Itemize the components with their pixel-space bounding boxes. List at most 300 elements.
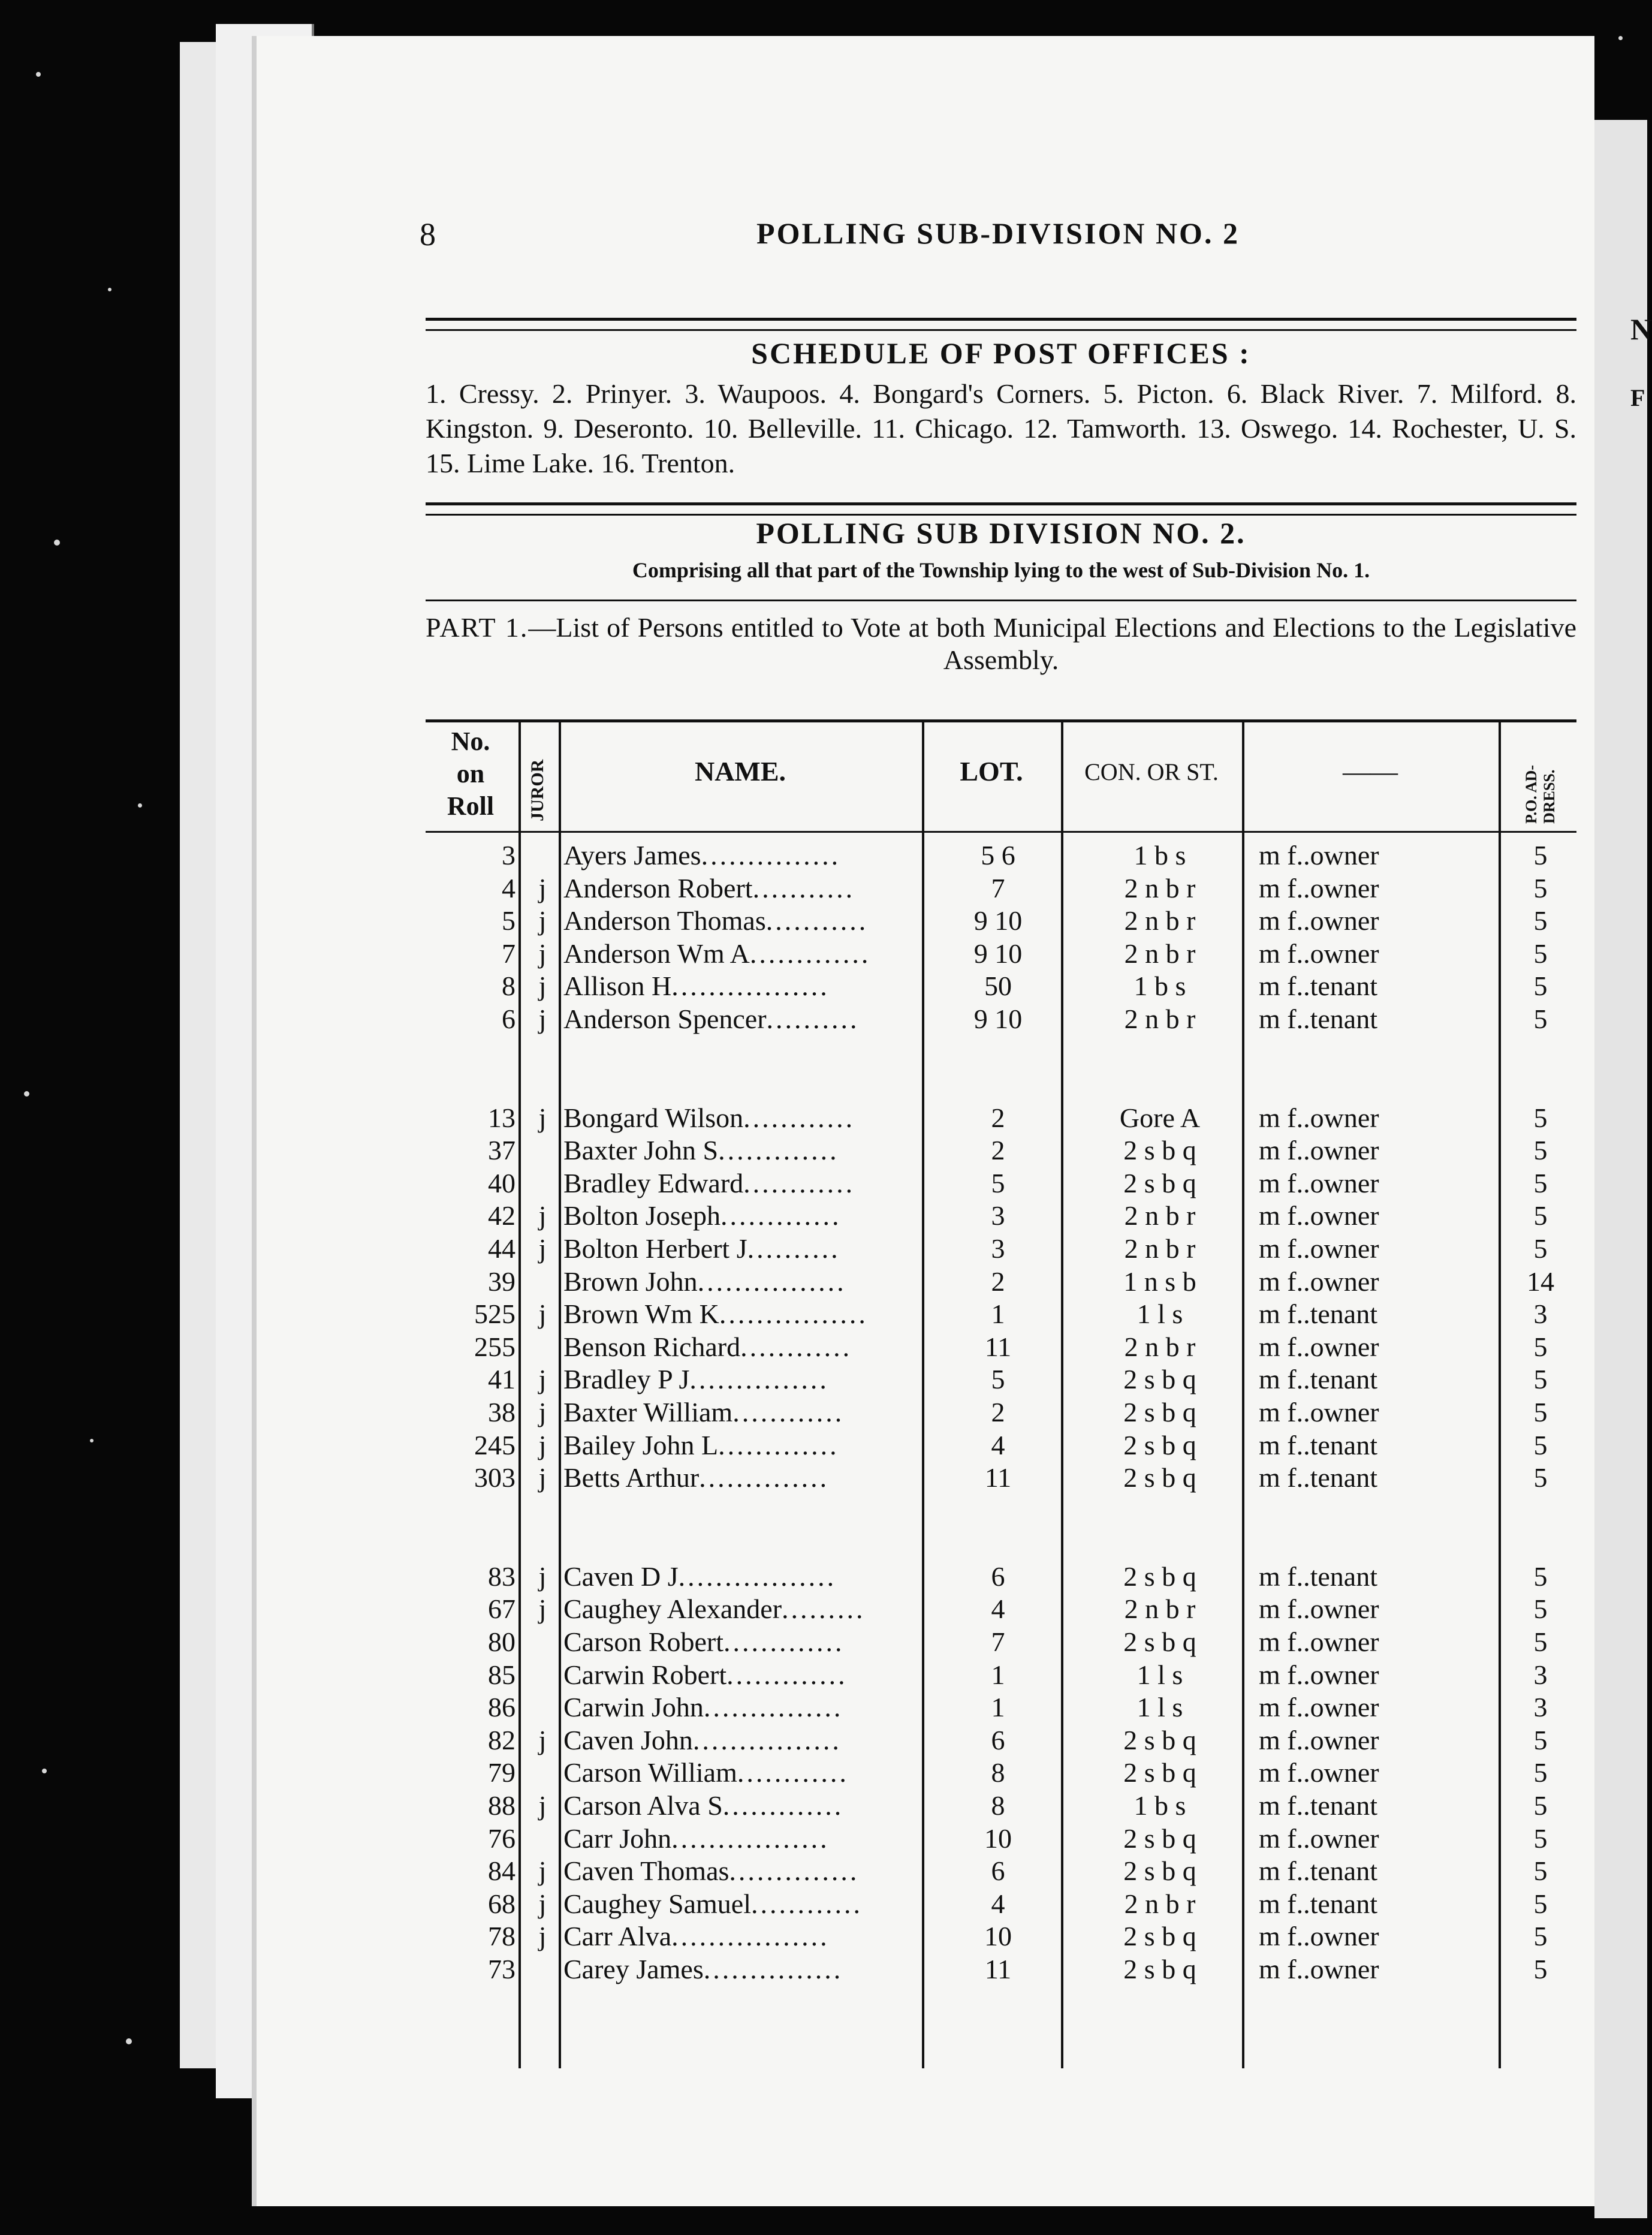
name-cell (563, 938, 923, 970)
name-text: Brown John (563, 1266, 698, 1297)
leader-dots: ............. (718, 1135, 839, 1166)
roll-number-cell: 41 (488, 1364, 516, 1395)
qualification-cell: m f..owner (1259, 1823, 1379, 1854)
name-cell (563, 1266, 923, 1298)
qualification-cell: m f..owner (1259, 1626, 1379, 1657)
roll-number-cell: 6 (502, 1004, 516, 1034)
roll-number-cell: 82 (488, 1724, 516, 1755)
qualification-cell: m f..tenant (1259, 1790, 1377, 1821)
concession-cell: 2 n b r (1124, 872, 1196, 903)
lot-cell: 3 (991, 1200, 1005, 1231)
leader-dots: ................. (671, 971, 830, 1002)
concession-cell: 2 s b q (1123, 1724, 1196, 1755)
running-head: POLLING SUB-DIVISION NO. 2 (756, 216, 1240, 250)
table-row (426, 1659, 1576, 1691)
po-address-cell: 5 (1533, 1921, 1548, 1952)
leader-dots: ............. (723, 1626, 845, 1657)
lot-cell: 9 10 (973, 938, 1023, 969)
lot-cell: 7 (991, 1626, 1005, 1657)
qualification-cell: m f..owner (1259, 938, 1379, 969)
roll-number-cell: 78 (488, 1921, 516, 1952)
table-row (426, 1396, 1576, 1429)
name-cell (563, 1298, 923, 1330)
roll-number-cell: 85 (488, 1659, 516, 1690)
lot-cell: 9 10 (973, 1004, 1023, 1034)
juror-cell: j (538, 971, 547, 1002)
adjacent-page-fragment: N (1630, 312, 1652, 346)
leader-dots: .............. (699, 1462, 830, 1493)
po-address-cell: 5 (1533, 1594, 1548, 1625)
table-row (426, 1626, 1576, 1658)
concession-cell: 2 s b q (1123, 1364, 1196, 1395)
concession-cell: 1 l s (1136, 1692, 1183, 1723)
name-text: Bongard Wilson (563, 1102, 744, 1133)
roll-number-cell: 68 (488, 1888, 516, 1919)
leader-dots: ............. (749, 938, 871, 969)
part-heading (426, 612, 1576, 676)
lot-cell: 2 (991, 1135, 1005, 1166)
table-row (426, 1593, 1576, 1625)
name-cell (563, 1200, 923, 1232)
leader-dots: .............. (729, 1856, 860, 1887)
name-cell (563, 1331, 923, 1363)
concession-cell: 2 n b r (1124, 1331, 1196, 1362)
roll-number-cell: 86 (488, 1692, 516, 1723)
po-address-cell: 5 (1533, 1135, 1548, 1166)
concession-cell: 2 n b r (1124, 1594, 1196, 1625)
name-text: Carey James (563, 1954, 704, 1984)
concession-cell: 1 n s b (1123, 1266, 1196, 1297)
lot-cell: 4 (991, 1888, 1005, 1919)
leader-dots: ............... (701, 840, 841, 870)
name-cell (563, 1134, 923, 1167)
lot-cell: 4 (991, 1429, 1005, 1460)
po-address-cell: 5 (1533, 872, 1548, 903)
lot-cell: 11 (984, 1462, 1012, 1493)
po-address-cell: 5 (1533, 1888, 1548, 1919)
name-cell (563, 1102, 923, 1134)
name-cell (563, 872, 923, 905)
name-text: Caven D J (563, 1561, 679, 1592)
leader-dots: ................. (671, 1823, 830, 1854)
po-address-cell: 5 (1533, 905, 1548, 936)
leader-dots: ............ (740, 1331, 852, 1362)
table-row (426, 1167, 1576, 1200)
juror-cell: j (538, 1724, 547, 1755)
name-cell (563, 1724, 923, 1757)
lot-cell: 1 (991, 1692, 1005, 1723)
qualification-cell: m f..tenant (1259, 1888, 1377, 1919)
roll-number-cell: 76 (488, 1823, 516, 1854)
qualification-cell: m f..owner (1259, 1921, 1379, 1952)
po-address-cell: 5 (1533, 1954, 1548, 1984)
name-text: Carr John (563, 1823, 672, 1854)
name-text: Benson Richard (563, 1331, 741, 1362)
qualification-cell: m f..owner (1259, 1233, 1379, 1264)
roll-number-cell: 84 (488, 1856, 516, 1887)
divider (426, 318, 1576, 331)
leader-dots: ............... (703, 1954, 843, 1984)
table-header-rule (426, 831, 1576, 833)
lot-cell: 3 (991, 1233, 1005, 1264)
subdivision-subtitle: Comprising all that part of the Township lying to the west of Sub-Division No. 1. (632, 558, 1370, 582)
roll-number-cell: 525 (474, 1299, 516, 1330)
lot-cell: 8 (991, 1757, 1005, 1788)
po-address-cell: 5 (1533, 971, 1548, 1002)
name-text: Bolton Joseph (563, 1200, 721, 1231)
roll-number-cell: 88 (488, 1790, 516, 1821)
juror-cell: j (538, 1856, 547, 1887)
leader-dots: .......... (747, 1233, 840, 1264)
name-text: Anderson Spencer (563, 1004, 767, 1034)
name-cell (563, 1953, 923, 1986)
table-row (426, 1331, 1576, 1363)
juror-cell: j (538, 938, 547, 969)
leader-dots: ........... (765, 905, 869, 936)
concession-cell: 1 l s (1136, 1299, 1183, 1330)
concession-cell: 2 s b q (1123, 1167, 1196, 1198)
juror-cell: j (538, 1397, 547, 1427)
table-row (426, 1953, 1576, 1986)
name-text: Brown Wm K (563, 1299, 719, 1330)
table-row (426, 1920, 1576, 1953)
juror-cell: j (538, 905, 547, 936)
lot-cell: 6 (991, 1856, 1005, 1887)
juror-cell: j (538, 1790, 547, 1821)
leader-dots: ............. (726, 1659, 848, 1690)
name-text: Carson Robert (563, 1626, 724, 1657)
juror-cell: j (538, 1594, 547, 1625)
concession-cell: 1 b s (1134, 840, 1186, 870)
concession-cell: 2 s b q (1123, 1561, 1196, 1592)
lot-cell: 50 (984, 971, 1012, 1002)
concession-cell: 2 s b q (1123, 1626, 1196, 1657)
lot-cell: 5 6 (981, 840, 1015, 870)
concession-cell: Gore A (1119, 1102, 1201, 1133)
qualification-cell: m f..owner (1259, 1954, 1379, 1984)
name-text: Carson William (563, 1757, 737, 1788)
name-text: Allison H (563, 971, 672, 1002)
table-row (426, 1363, 1576, 1396)
table-row (426, 1102, 1576, 1134)
name-cell (563, 1855, 923, 1887)
roll-number-cell: 255 (474, 1331, 516, 1362)
lot-cell: 1 (991, 1659, 1005, 1690)
name-cell (563, 1691, 923, 1724)
po-address-cell: 5 (1533, 1364, 1548, 1395)
schedule-list: 1. Cressy. 2. Prinyer. 3. Waupoos. 4. Bongard's Corners. 5. Picton. 6. Black River. 7. Milford. 8. Kingston. 9. Deseronto. 10. Belleville. 11. Chicago. 12. Tamworth. 13. Oswego. 14. Rochester, U. S. 15. Lime Lake. 16. Trenton. (426, 378, 1576, 478)
header-concession: CON. OR ST. (1084, 758, 1219, 785)
po-address-cell: 3 (1533, 1299, 1548, 1330)
po-address-cell: 5 (1533, 1462, 1548, 1493)
name-cell (563, 1593, 923, 1625)
roll-number-cell: 83 (488, 1561, 516, 1592)
po-address-cell: 5 (1533, 1790, 1548, 1821)
concession-cell: 2 s b q (1123, 1757, 1196, 1788)
name-text: Anderson Wm A (563, 938, 750, 969)
leader-dots: ................. (678, 1561, 837, 1592)
name-text: Caven John (563, 1724, 693, 1755)
leader-dots: ............ (751, 1888, 863, 1919)
leader-dots: ............... (689, 1364, 829, 1395)
roll-number-cell: 7 (502, 938, 516, 969)
qualification-cell: m f..tenant (1259, 1561, 1377, 1592)
table-row (426, 1724, 1576, 1757)
page-number: 8 (420, 216, 436, 252)
leader-dots: ............ (737, 1757, 849, 1788)
table-row (426, 1691, 1576, 1724)
lot-cell: 7 (991, 872, 1005, 903)
po-address-cell: 5 (1533, 840, 1548, 870)
name-cell (563, 1462, 923, 1494)
lot-cell: 8 (991, 1790, 1005, 1821)
qualification-cell: m f..owner (1259, 1167, 1379, 1198)
juror-cell: j (538, 1299, 547, 1330)
po-address-cell: 5 (1533, 1200, 1548, 1231)
lot-cell: 6 (991, 1724, 1005, 1755)
name-text: Anderson Robert (563, 872, 753, 903)
table-row (426, 1200, 1576, 1232)
juror-cell: j (538, 1102, 547, 1133)
header-qualification: —— (1343, 756, 1398, 787)
concession-cell: 1 b s (1134, 971, 1186, 1002)
table-row (426, 938, 1576, 970)
adjacent-page (1594, 120, 1652, 2218)
table-row (426, 1134, 1576, 1167)
qualification-cell: m f..owner (1259, 1135, 1379, 1166)
name-text: Bradley Edward (563, 1167, 744, 1198)
name-cell (563, 1561, 923, 1593)
leader-dots: ............. (720, 1200, 842, 1231)
name-cell (563, 1003, 923, 1035)
page-header (420, 216, 1576, 270)
name-text: Carwin John (563, 1692, 704, 1723)
name-text: Anderson Thomas (563, 905, 766, 936)
header-po-address: P.O. AD-DRESS. (1523, 765, 1558, 824)
juror-cell: j (538, 1233, 547, 1264)
po-address-cell: 5 (1533, 1331, 1548, 1362)
name-text: Bailey John L (563, 1429, 719, 1460)
roll-number-cell: 80 (488, 1626, 516, 1657)
concession-cell: 2 n b r (1124, 1888, 1196, 1919)
part-label: PART 1. (426, 612, 529, 643)
name-cell (563, 1626, 923, 1658)
roll-number-cell: 8 (502, 971, 516, 1002)
roll-number-cell: 37 (488, 1135, 516, 1166)
po-address-cell: 5 (1533, 1561, 1548, 1592)
roll-number-cell: 79 (488, 1757, 516, 1788)
table-row (426, 1003, 1576, 1035)
lot-cell: 11 (984, 1331, 1012, 1362)
table-row (426, 1823, 1576, 1855)
roll-number-cell: 303 (474, 1462, 516, 1493)
qualification-cell: m f..tenant (1259, 1004, 1377, 1034)
divider (426, 502, 1576, 516)
name-text: Baxter William (563, 1397, 733, 1427)
leader-dots: ............... (703, 1692, 843, 1723)
concession-cell: 2 s b q (1123, 1856, 1196, 1887)
po-address-cell: 5 (1533, 1724, 1548, 1755)
name-cell (563, 970, 923, 1002)
leader-dots: ........... (752, 872, 855, 903)
roll-number-cell: 40 (488, 1167, 516, 1198)
qualification-cell: m f..owner (1259, 840, 1379, 870)
po-address-cell: 5 (1533, 1757, 1548, 1788)
name-cell (563, 1429, 923, 1462)
name-cell (563, 1920, 923, 1953)
name-cell (563, 1790, 923, 1822)
lot-cell: 2 (991, 1266, 1005, 1297)
name-cell (563, 1396, 923, 1429)
header-roll-number-line: on (456, 759, 485, 788)
table-row (426, 1888, 1576, 1920)
qualification-cell: m f..tenant (1259, 1429, 1377, 1460)
qualification-cell: m f..owner (1259, 1102, 1379, 1133)
divider (426, 600, 1576, 601)
lot-cell: 5 (991, 1167, 1005, 1198)
name-cell (563, 1363, 923, 1396)
po-address-cell: 5 (1533, 1004, 1548, 1034)
name-cell (563, 905, 923, 937)
roll-number-cell: 39 (488, 1266, 516, 1297)
po-address-cell: 14 (1527, 1266, 1554, 1297)
juror-cell: j (538, 872, 547, 903)
qualification-cell: m f..owner (1259, 1724, 1379, 1755)
table-row (426, 1855, 1576, 1887)
qualification-cell: m f..owner (1259, 1594, 1379, 1625)
qualification-cell: m f..tenant (1259, 971, 1377, 1002)
table-row (426, 970, 1576, 1002)
concession-cell: 2 s b q (1123, 1429, 1196, 1460)
concession-cell: 2 s b q (1123, 1823, 1196, 1854)
leader-dots: ................ (719, 1299, 868, 1330)
document-page (252, 36, 1594, 2206)
juror-cell: j (538, 1462, 547, 1493)
roll-number-cell: 38 (488, 1397, 516, 1427)
qualification-cell: m f..owner (1259, 1757, 1379, 1788)
table-row (426, 839, 1576, 872)
leader-dots: ............ (732, 1397, 845, 1427)
part-description: —List of Persons entitled to Vote at both Municipal Elections and Elections to the Legislative Assembly. (528, 612, 1576, 675)
po-address-cell: 5 (1533, 1397, 1548, 1427)
name-text: Ayers James (563, 840, 701, 870)
header-lot: LOT. (960, 756, 1023, 787)
po-address-cell: 5 (1533, 1429, 1548, 1460)
lot-cell: 5 (991, 1364, 1005, 1395)
table-row (426, 905, 1576, 937)
po-address-cell: 5 (1533, 938, 1548, 969)
leader-dots: ............ (743, 1167, 855, 1198)
name-text: Carwin Robert (563, 1659, 727, 1690)
schedule-title: SCHEDULE OF POST OFFICES : (751, 336, 1251, 370)
name-text: Betts Arthur (563, 1462, 700, 1493)
name-text: Carr Alva (563, 1921, 672, 1952)
table-row (426, 1790, 1576, 1822)
po-address-cell: 5 (1533, 1823, 1548, 1854)
name-text: Baxter John S (563, 1135, 719, 1166)
roll-number-cell: 3 (502, 840, 516, 870)
concession-cell: 2 s b q (1123, 1397, 1196, 1427)
leader-dots: ................ (692, 1724, 842, 1755)
adjacent-page-fragment: F (1630, 384, 1645, 411)
qualification-cell: m f..owner (1259, 905, 1379, 936)
lot-cell: 6 (991, 1561, 1005, 1592)
concession-cell: 1 l s (1136, 1659, 1183, 1690)
name-cell (563, 839, 923, 872)
concession-cell: 2 s b q (1123, 1954, 1196, 1984)
concession-cell: 2 s b q (1123, 1462, 1196, 1493)
table-top-rule (426, 719, 1576, 722)
leader-dots: ............. (718, 1429, 839, 1460)
name-cell (563, 1823, 923, 1855)
table-row (426, 1298, 1576, 1330)
roll-number-cell: 67 (488, 1594, 516, 1625)
leader-dots: ................ (697, 1266, 846, 1297)
qualification-cell: m f..owner (1259, 872, 1379, 903)
lot-cell: 2 (991, 1397, 1005, 1427)
concession-cell: 2 n b r (1124, 905, 1196, 936)
concession-cell: 2 n b r (1124, 1233, 1196, 1264)
table-row (426, 872, 1576, 905)
name-text: Bolton Herbert J (563, 1233, 747, 1264)
table-row (426, 1462, 1576, 1494)
table-row (426, 1561, 1576, 1593)
concession-cell: 2 n b r (1124, 938, 1196, 969)
roll-number-cell: 4 (502, 872, 516, 903)
table-row (426, 1429, 1576, 1462)
juror-cell: j (538, 1888, 547, 1919)
leader-dots: ......... (782, 1594, 866, 1625)
table-row (426, 1233, 1576, 1265)
qualification-cell: m f..owner (1259, 1266, 1379, 1297)
juror-cell: j (538, 1200, 547, 1231)
header-roll-number-line: Roll (447, 791, 495, 821)
name-text: Caughey Alexander (563, 1594, 782, 1625)
leader-dots: ............. (722, 1790, 844, 1821)
po-address-cell: 3 (1533, 1659, 1548, 1690)
roll-number-cell: 73 (488, 1954, 516, 1984)
roll-number-cell: 42 (488, 1200, 516, 1231)
lot-cell: 9 10 (973, 905, 1023, 936)
qualification-cell: m f..owner (1259, 1331, 1379, 1362)
roll-number-cell: 44 (488, 1233, 516, 1264)
name-text: Caven Thomas (563, 1856, 729, 1887)
lot-cell: 10 (984, 1921, 1012, 1952)
name-cell (563, 1233, 923, 1265)
roll-number-cell: 13 (488, 1102, 516, 1133)
juror-cell: j (538, 1364, 547, 1395)
juror-cell: j (538, 1004, 547, 1034)
header-roll-number (426, 725, 516, 823)
concession-cell: 2 s b q (1123, 1921, 1196, 1952)
qualification-cell: m f..owner (1259, 1397, 1379, 1427)
header-name: NAME. (694, 756, 786, 787)
lot-cell: 4 (991, 1594, 1005, 1625)
voters-table (426, 719, 1576, 2068)
qualification-cell: m f..owner (1259, 1659, 1379, 1690)
leader-dots: .......... (766, 1004, 860, 1034)
juror-cell: j (538, 1561, 547, 1592)
lot-cell: 1 (991, 1299, 1005, 1330)
po-address-cell: 5 (1533, 1102, 1548, 1133)
qualification-cell: m f..tenant (1259, 1364, 1377, 1395)
header-roll-number-line: No. (451, 727, 490, 756)
po-address-cell: 5 (1533, 1167, 1548, 1198)
name-text: Bradley P J (563, 1364, 690, 1395)
qualification-cell: m f..tenant (1259, 1856, 1377, 1887)
subdivision-title: POLLING SUB DIVISION NO. 2. (756, 516, 1246, 550)
table-row (426, 1266, 1576, 1298)
